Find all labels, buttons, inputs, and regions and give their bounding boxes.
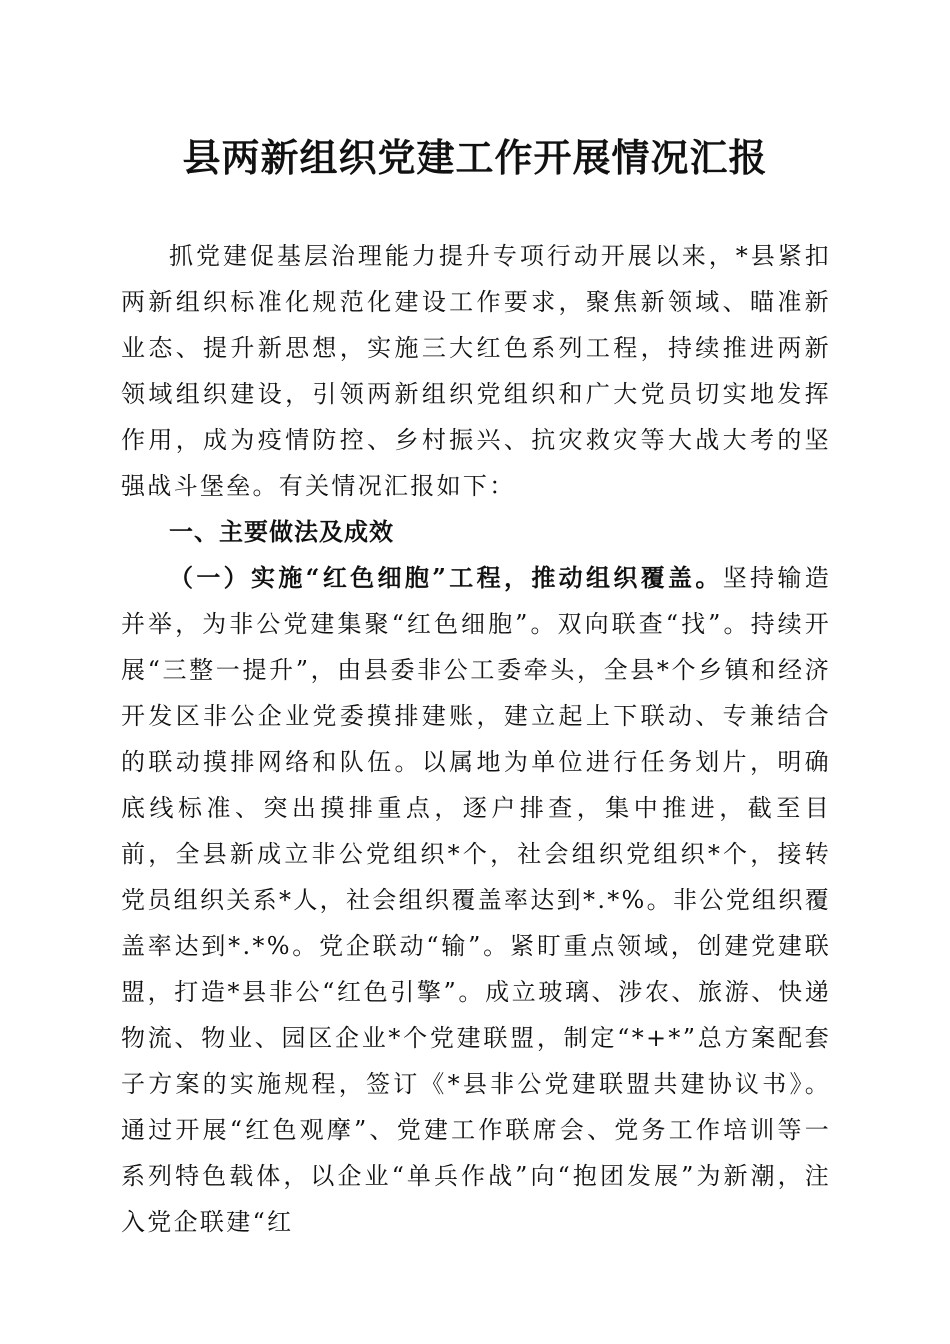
document-title: 县两新组织党建工作开展情况汇报 bbox=[182, 135, 768, 180]
section-heading: 一、主要做法及成效 bbox=[169, 518, 394, 546]
item-lead: （一）实施“红色细胞”工程，推动组织覆盖。 bbox=[169, 563, 723, 592]
intro-paragraph: 抓党建促基层治理能力提升专项行动开展以来，*县紧扣两新组织标准化规范化建设工作要求，聚焦新领域、瞄准新业态、提升新思想，实施三大红色系列工程，持续推进两新领域组织建设，引领两新组织党组织和广大党员切实地发挥作用，成为疫情防控、乡村振兴、抗灾救灾等大战大考的坚强战斗堡垒。有关情况汇报如下： bbox=[121, 242, 831, 500]
item-body: 坚持输造并举，为非公党建集聚“红色细胞”。双向联查“找”。持续开展“三整一提升”，由县委非公工委牵头，全县*个乡镇和经济开发区非公企业党委摸排建账，建立起上下联动、专兼结合的联动摸排网络和队伍。以属地为单位进行任务划片，明确底线标准、突出摸排重点，逐户排查，集中推进，截至目前，全县新成立非公党组织*个，社会组织党组织*个，接转党员组织关系*人，社会组织覆盖率达到*.*%。非公党组织覆盖率达到*.*%。党企联动“输”。紧盯重点领域，创建党建联盟，打造*县非公“红色引擎”。成立玻璃、涉农、旅游、快递物流、物业、园区企业*个党建联盟，制定“*+*”总方案配套子方案的实施规程，签订《*县非公党建联盟共建协议书》。通过开展“红色观摩”、党建工作联席会、党务工作培训等一系列特色载体，以企业“单兵作战”向“抱团发展”为新潮，注入党企联建“红 bbox=[121, 564, 831, 1236]
item-paragraph bbox=[121, 555, 831, 1245]
document-body bbox=[121, 233, 831, 1245]
